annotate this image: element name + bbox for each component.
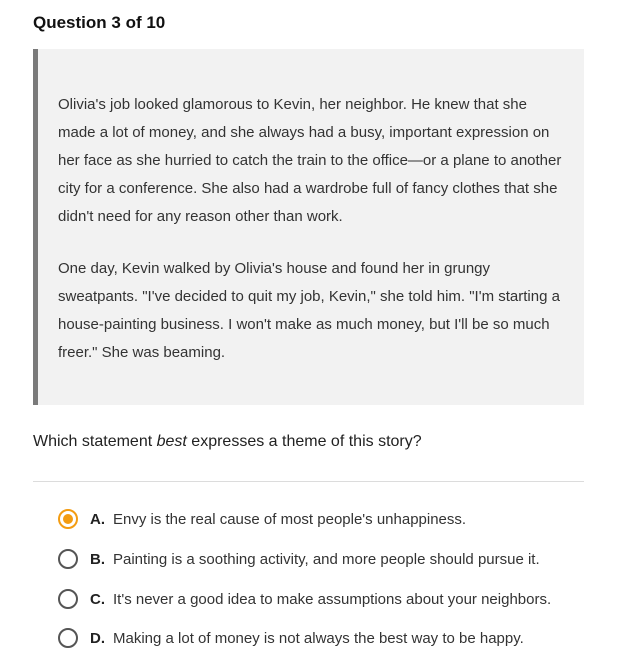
- choice-text-c: It's never a good idea to make assumptions about your neighbors.: [113, 590, 552, 608]
- passage-paragraph-1: Olivia's job looked glamorous to Kevin, her neighbor. He knew that she made a lot of money, and she always had a busy, important expression on her face as she hurried to catch the train to the office—or a plane to another city for a conference. She also had a wardrobe full of fancy clothes that she didn't need for any reason other than work.: [58, 96, 562, 225]
- choice-text-d: Making a lot of money is not always the best way to be happy.: [113, 629, 524, 647]
- question-prompt: [33, 433, 422, 451]
- passage-box: [33, 49, 584, 405]
- choice-letter-b: B.: [90, 550, 105, 568]
- choice-c[interactable]: [58, 588, 551, 610]
- prompt-after: expresses a theme of this story?: [186, 433, 422, 450]
- choice-b[interactable]: [58, 548, 540, 570]
- choice-text-a: Envy is the real cause of most people's unhappiness.: [113, 510, 467, 528]
- divider: [33, 481, 584, 482]
- choice-a[interactable]: [58, 508, 466, 530]
- radio-d[interactable]: [58, 628, 78, 648]
- radio-a[interactable]: [58, 509, 78, 529]
- choice-letter-c: C.: [90, 590, 105, 608]
- prompt-before: Which statement: [33, 433, 157, 450]
- radio-b[interactable]: [58, 549, 78, 569]
- choice-letter-d: D.: [90, 629, 105, 647]
- question-title: Question 3 of 10: [33, 13, 166, 32]
- choice-letter-a: A.: [90, 510, 105, 528]
- choice-d[interactable]: [58, 627, 524, 649]
- prompt-emphasis: best: [156, 433, 187, 450]
- choice-text-b: Painting is a soothing activity, and more people should pursue it.: [113, 550, 540, 568]
- radio-c[interactable]: [58, 589, 78, 609]
- passage-paragraph-2: One day, Kevin walked by Olivia's house and found her in grungy sweatpants. "I've decided to quit my job, Kevin," she told him. "I'm starting a house-painting business. I won't make as much money, but I'll be so much freer." She was beaming.: [58, 260, 560, 361]
